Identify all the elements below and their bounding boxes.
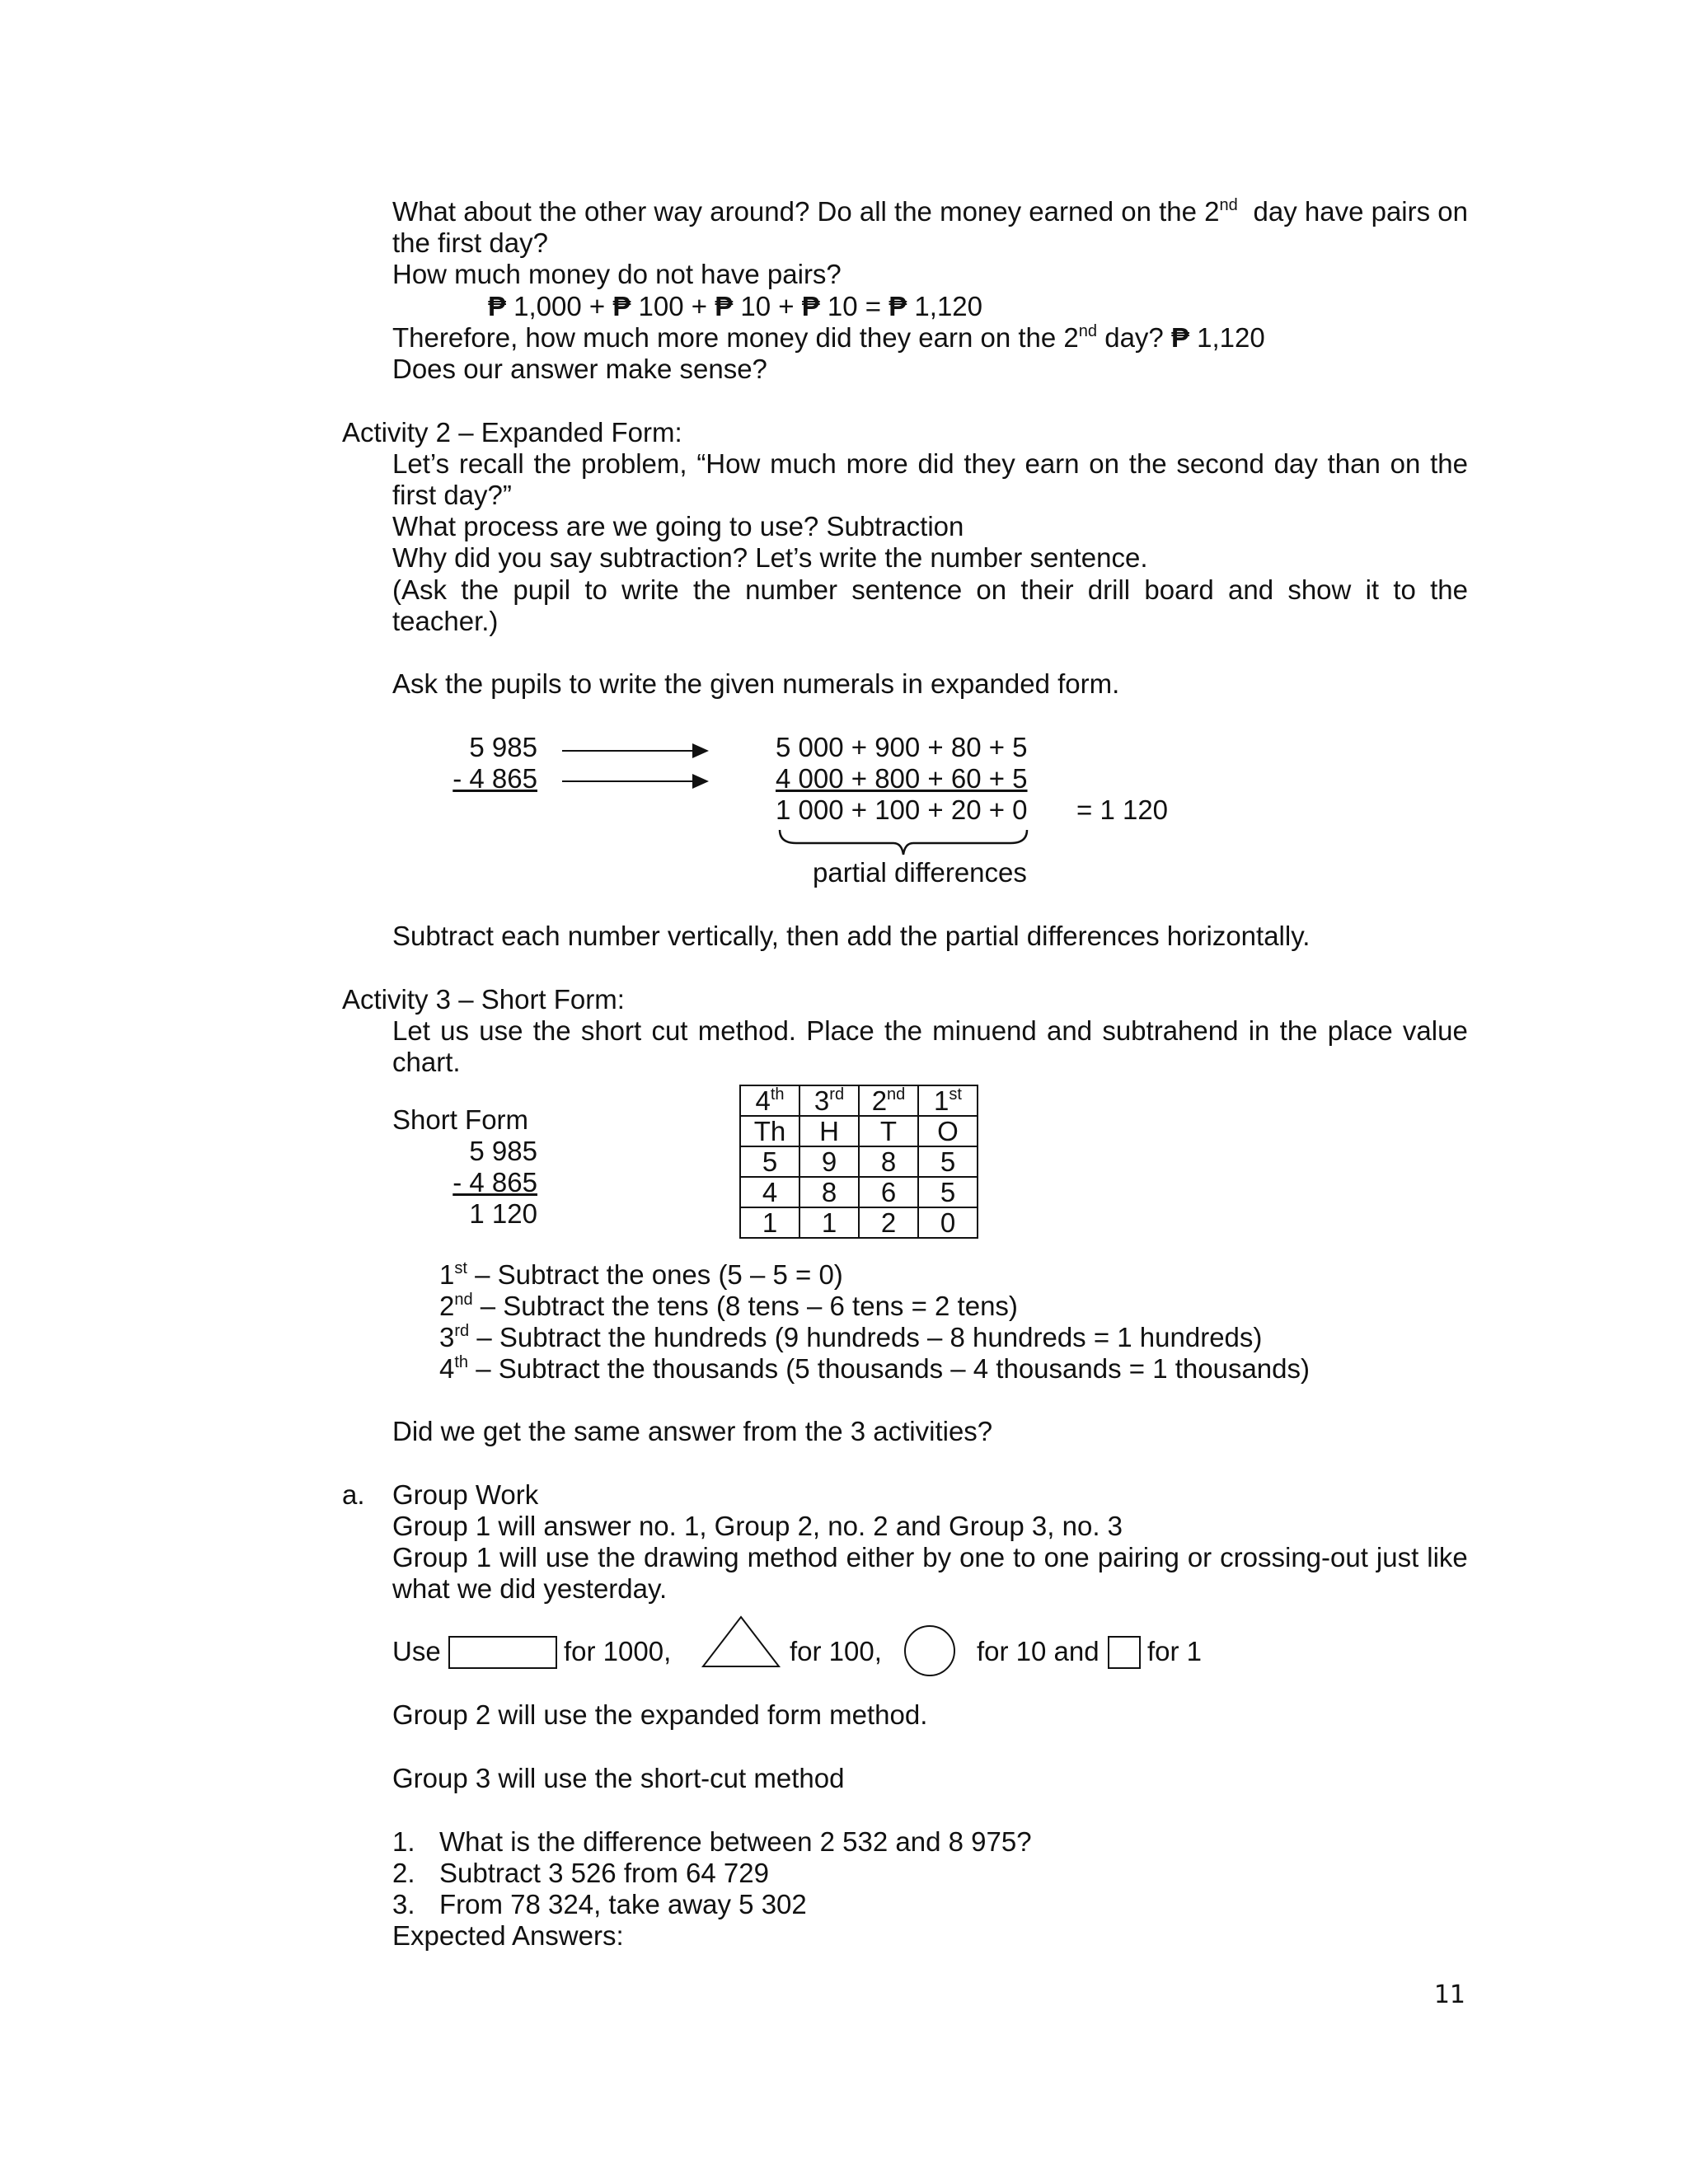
- step-item: 3rd – Subtract the hundreds (9 hundreds – 8 hundreds = 1 hundreds): [439, 1322, 1263, 1352]
- problem-text: What is the difference between 2 532 and 8 975?: [439, 1826, 1032, 1857]
- word: to: [1393, 574, 1416, 605]
- word: the: [461, 574, 499, 605]
- expanded-subtrahend: 4 000 + 800 + 60 + 5: [776, 763, 1028, 794]
- group-work-line-1: Group 1 will answer no. 1, Group 2, no. 2 and Group 3, no. 3: [392, 1511, 1123, 1541]
- word: day: [1273, 448, 1318, 479]
- equation-term: 10 =: [819, 291, 889, 321]
- activity2-line-3: What process are we going to use? Subtraction: [392, 511, 964, 541]
- table-cell: 2nd: [859, 1085, 918, 1116]
- word: “How: [696, 448, 761, 479]
- table-cell: 1st: [918, 1085, 978, 1116]
- circle-icon: [903, 1624, 957, 1678]
- word: pupil: [513, 574, 571, 605]
- table-row: [740, 1207, 978, 1238]
- group-2-line: Group 2 will use the expanded form method.: [392, 1699, 928, 1730]
- word: the: [533, 448, 572, 479]
- word: the: [693, 574, 731, 605]
- word: crossing-out: [1220, 1542, 1368, 1572]
- peso-icon: ₱: [612, 291, 631, 321]
- word: will: [499, 1542, 537, 1572]
- peso-icon: ₱: [889, 291, 907, 321]
- legend-use-label: Use: [392, 1636, 441, 1666]
- intro-question-3: Therefore, how much more money did they earn on the 2nd day? ₱ 1,120: [392, 322, 1265, 353]
- table-row: [740, 1177, 978, 1207]
- activity3-question: Did we get the same answer from the 3 activities?: [392, 1416, 993, 1446]
- step-item: 1st – Subtract the ones (5 – 5 = 0): [439, 1259, 843, 1290]
- activity2-line-8: Subtract each number vertically, then add the partial differences horizontally.: [392, 921, 1311, 951]
- peso-icon: ₱: [1170, 322, 1189, 353]
- table-cell: 4: [740, 1177, 799, 1207]
- group-work-heading: Group Work: [392, 1479, 539, 1510]
- group-work-line-2: [392, 1542, 1468, 1573]
- step-item: 2nd – Subtract the tens (8 tens – 6 tens = 2 tens): [439, 1291, 1018, 1321]
- word: (Ask: [392, 574, 447, 605]
- word: on: [976, 574, 1007, 605]
- expanded-minuend: 5 000 + 900 + 80 + 5: [776, 732, 1028, 762]
- intro-question-1-cont: the first day?: [392, 227, 548, 258]
- legend-100-label: for 100,: [790, 1636, 882, 1666]
- short-form-label: Short Form: [392, 1104, 529, 1135]
- word: write: [621, 574, 679, 605]
- word: either: [846, 1542, 915, 1572]
- activity2-line-5: [392, 574, 1468, 606]
- word: their: [1020, 574, 1074, 605]
- equation-term: 1,120: [907, 291, 982, 321]
- table-cell: 6: [859, 1177, 918, 1207]
- word: to: [1013, 1542, 1036, 1572]
- rectangle-icon: [448, 1636, 557, 1669]
- word: it: [1365, 574, 1380, 605]
- word: pairing: [1097, 1542, 1179, 1572]
- legend-10-label: for 10 and: [977, 1636, 1100, 1666]
- word: minuend: [932, 1015, 1037, 1046]
- word: drawing: [644, 1542, 739, 1572]
- place-value-chart: [739, 1085, 978, 1239]
- word: the: [532, 1015, 571, 1046]
- word: by: [922, 1542, 952, 1572]
- table-cell: 0: [918, 1207, 978, 1238]
- word: place: [1327, 1015, 1393, 1046]
- word: board: [1144, 574, 1214, 605]
- word: second: [1176, 448, 1264, 479]
- expanded-result: 1 000 + 100 + 20 + 0: [776, 794, 1028, 825]
- step-item: 4th – Subtract the thousands (5 thousands – 4 thousands = 1 thousands): [439, 1353, 1311, 1384]
- word: earn: [1025, 448, 1080, 479]
- problem-text: From 78 324, take away 5 302: [439, 1889, 807, 1919]
- peso-icon: ₱: [488, 291, 507, 321]
- table-cell: 1: [740, 1207, 799, 1238]
- word: method: [747, 1542, 838, 1572]
- arrow-right-icon: [562, 780, 707, 782]
- table-cell: 8: [799, 1177, 859, 1207]
- word: much: [770, 448, 837, 479]
- word: Let: [392, 1015, 430, 1046]
- activity2-line-2: first day?”: [392, 480, 512, 510]
- table-row: [740, 1116, 978, 1146]
- word: show: [1287, 574, 1352, 605]
- brace-label: partial differences: [813, 857, 1027, 888]
- word: recall: [458, 448, 524, 479]
- legend-1000-label: for 1000,: [564, 1636, 672, 1666]
- group-work-line-3: what we did yesterday.: [392, 1573, 668, 1604]
- word: and: [1047, 1015, 1093, 1046]
- word: Place: [806, 1015, 874, 1046]
- square-icon: [1108, 1636, 1141, 1669]
- equation-term: 1,000 +: [506, 291, 613, 321]
- group-3-line: Group 3 will use the short-cut method: [392, 1763, 845, 1793]
- intro-question-2: How much money do not have pairs?: [392, 259, 842, 289]
- equation-term: 100 +: [631, 291, 715, 321]
- activity2-line-4: Why did you say subtraction? Let’s write the number sentence.: [392, 542, 1148, 573]
- group-work-marker: a.: [342, 1479, 365, 1510]
- minuend: 5 985: [469, 732, 537, 762]
- table-cell: 3rd: [799, 1085, 859, 1116]
- activity2-line-6: teacher.): [392, 606, 499, 636]
- table-cell: 5: [740, 1146, 799, 1177]
- table-cell: 2: [859, 1207, 918, 1238]
- word: use: [479, 1015, 523, 1046]
- equation-term: 10 +: [733, 291, 802, 321]
- word: more: [846, 448, 908, 479]
- activity3-line-1: [392, 1015, 1468, 1047]
- table-cell: H: [799, 1116, 859, 1146]
- table-cell: O: [918, 1116, 978, 1146]
- table-cell: 9: [799, 1146, 859, 1177]
- legend-1-label: for 1: [1147, 1636, 1203, 1666]
- table-cell: 5: [918, 1177, 978, 1207]
- word: sentence: [851, 574, 963, 605]
- word: the: [598, 1542, 635, 1572]
- arrow-right-icon: [562, 750, 707, 752]
- word: one: [959, 1542, 1006, 1572]
- word: the: [1430, 574, 1468, 605]
- word: value: [1402, 1015, 1468, 1046]
- word: number: [745, 574, 837, 605]
- word: and: [1228, 574, 1274, 605]
- subtrahend: - 4 865: [452, 763, 537, 794]
- word: the: [1279, 1015, 1318, 1046]
- sf-subtrahend: - 4 865: [452, 1167, 537, 1197]
- activity3-heading: Activity 3 – Short Form:: [342, 984, 625, 1015]
- word: did: [917, 448, 954, 479]
- problem-number: 2.: [392, 1858, 415, 1888]
- peso-equation: [488, 291, 982, 322]
- word: on: [1089, 448, 1120, 479]
- word: to: [584, 574, 607, 605]
- word: us: [440, 1015, 469, 1046]
- activity3-line-2: chart.: [392, 1047, 461, 1077]
- table-cell: Th: [740, 1116, 799, 1146]
- table-row: [740, 1085, 978, 1116]
- word: 1: [476, 1542, 492, 1572]
- table-row: [740, 1146, 978, 1177]
- word: just: [1376, 1542, 1419, 1572]
- word: than: [1327, 448, 1381, 479]
- problem-number: 1.: [392, 1826, 415, 1857]
- word: problem,: [581, 448, 687, 479]
- sf-minuend: 5 985: [469, 1136, 537, 1166]
- word: the: [1430, 448, 1468, 479]
- peso-icon: ₱: [715, 291, 734, 321]
- sf-result: 1 120: [469, 1198, 537, 1229]
- expected-answers: Expected Answers:: [392, 1920, 624, 1951]
- problem-text: Subtract 3 526 from 64 729: [439, 1858, 769, 1888]
- intro-question-1: What about the other way around? Do all the money earned on the 2nd day have pairs on: [392, 196, 1468, 227]
- word: method.: [697, 1015, 796, 1046]
- word: the: [884, 1015, 922, 1046]
- problem-number: 3.: [392, 1889, 415, 1919]
- word: like: [1427, 1542, 1468, 1572]
- word: in: [1248, 1015, 1270, 1046]
- table-cell: 1: [799, 1207, 859, 1238]
- table-cell: T: [859, 1116, 918, 1146]
- word: Let’s: [392, 448, 450, 479]
- curly-brace-icon: [778, 827, 1029, 858]
- word: cut: [651, 1015, 688, 1046]
- word: one: [1043, 1542, 1090, 1572]
- word: or: [1187, 1542, 1212, 1572]
- triangle-icon: [701, 1614, 781, 1670]
- table-cell: 4th: [740, 1085, 799, 1116]
- page-number: 11: [1433, 1980, 1465, 2009]
- word: short: [580, 1015, 642, 1046]
- table-cell: 5: [918, 1146, 978, 1177]
- word: subtrahend: [1102, 1015, 1239, 1046]
- activity2-line-7: Ask the pupils to write the given numerals in expanded form.: [392, 668, 1120, 699]
- peso-icon: ₱: [801, 291, 820, 321]
- activity2-line-1: [392, 448, 1468, 480]
- word: they: [964, 448, 1015, 479]
- word: use: [545, 1542, 590, 1572]
- word: on: [1390, 448, 1421, 479]
- word: drill: [1087, 574, 1131, 605]
- word: Group: [392, 1542, 468, 1572]
- table-cell: 8: [859, 1146, 918, 1177]
- activity2-heading: Activity 2 – Expanded Form:: [342, 417, 682, 448]
- word: the: [1128, 448, 1167, 479]
- intro-question-4: Does our answer make sense?: [392, 354, 767, 384]
- expanded-total: = 1 120: [1076, 794, 1169, 825]
